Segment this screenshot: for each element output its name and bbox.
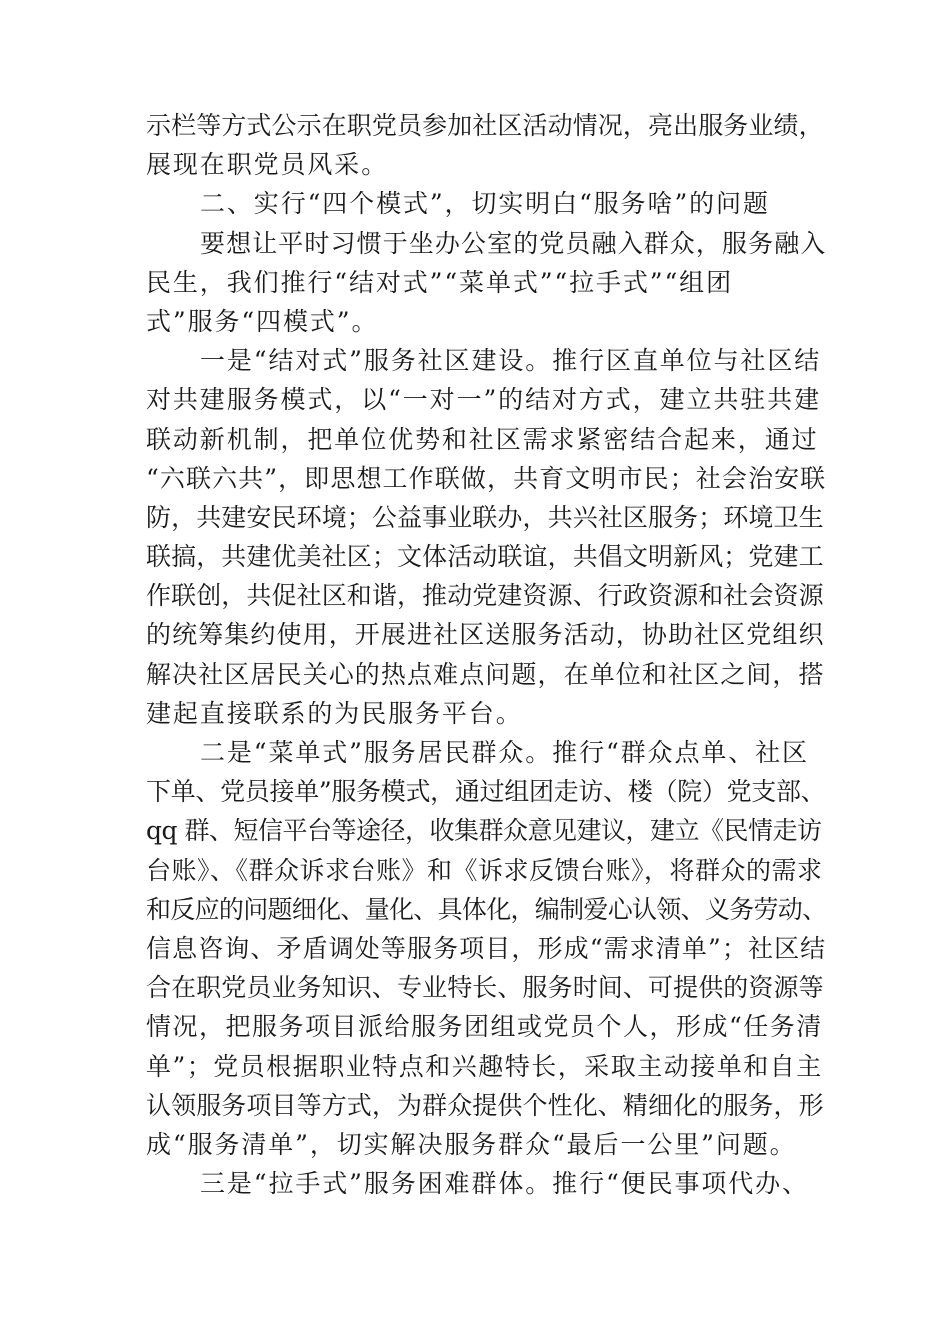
text-line: 要想让平时习惯于坐办公室的党员融入群众，服务融入 [200, 228, 827, 258]
text-line: 台账》、《群众诉求台账》和《诉求反馈台账》，将群众的需求 [146, 855, 823, 885]
text-line: 信息咨询、矛盾调处等服务项目，形成“需求清单”；社区结 [146, 933, 827, 963]
text-line: 情况，把服务项目派给服务团组或党员个人，形成“任务清 [146, 1012, 823, 1042]
text-line: 联动新机制，把单位优势和社区需求紧密结合起来，通过 [146, 424, 819, 454]
text-line: 作联创，共促社区和谐，推动党建资源、行政资源和社会资源 [146, 581, 824, 611]
text-line: 一是“结对式”服务社区建设。推行区直单位与社区结 [200, 346, 822, 376]
text-line: 成“服务清单”，切实解决服务群众“最后一公里”问题。 [146, 1129, 797, 1159]
text-line: “六联六共”，即思想工作联做，共育文明市民；社会治安联 [146, 463, 827, 493]
text-line: 二、实行“四个模式”，切实明白“服务啥”的问题 [200, 189, 770, 219]
text-line: 解决社区居民关心的热点难点问题，在单位和社区之间，搭 [146, 659, 825, 689]
text-line: 的统筹集约使用，开展进社区送服务活动，协助社区党组织 [146, 620, 825, 650]
document-body [146, 106, 827, 1203]
text-line: 三是“拉手式”服务困难群体。推行“便民事项代办、 [200, 1169, 809, 1199]
text-line: 示栏等方式公示在职党员参加社区活动情况，亮出服务业绩， [146, 111, 824, 140]
text-line: 和反应的问题细化、量化、具体化，编制爱心认领、义务劳动、 [146, 894, 827, 924]
text-line: 二是“菜单式”服务居民群众。推行“群众点单、社区 [200, 738, 809, 767]
text-line: 建起直接联系的为民服务平台。 [146, 698, 523, 728]
text-line: 式”服务“四模式”。 [146, 306, 379, 336]
text-line: 防，共建安民环境；公益事业联办，共兴社区服务；环境卫生 [146, 502, 824, 532]
text-line: qq 群、短信平台等途径，收集群众意见建议，建立《民情走访 [146, 816, 822, 846]
text-line: 单”；党员根据职业特点和兴趣特长，采取主动接单和自主 [146, 1051, 823, 1081]
text-line: 下单、党员接单”服务模式，通过组团走访、楼（院）党支部、 [146, 777, 826, 807]
text-line: 对共建服务模式，以“一对一”的结对方式，建立共驻共建 [146, 385, 821, 415]
text-line: 展现在职党员风采。 [146, 150, 389, 180]
text-line: 联搞，共建优美社区；文体活动联谊，共倡文明新风；党建工 [146, 542, 824, 572]
text-line: 民生，我们推行“结对式”“菜单式”“拉手式”“组团 [146, 267, 733, 297]
text-line: 认领服务项目等方式，为群众提供个性化、精细化的服务，形 [146, 1090, 824, 1120]
text-line: 合在职党员业务知识、专业特长、服务时间、可提供的资源等 [146, 973, 824, 1003]
